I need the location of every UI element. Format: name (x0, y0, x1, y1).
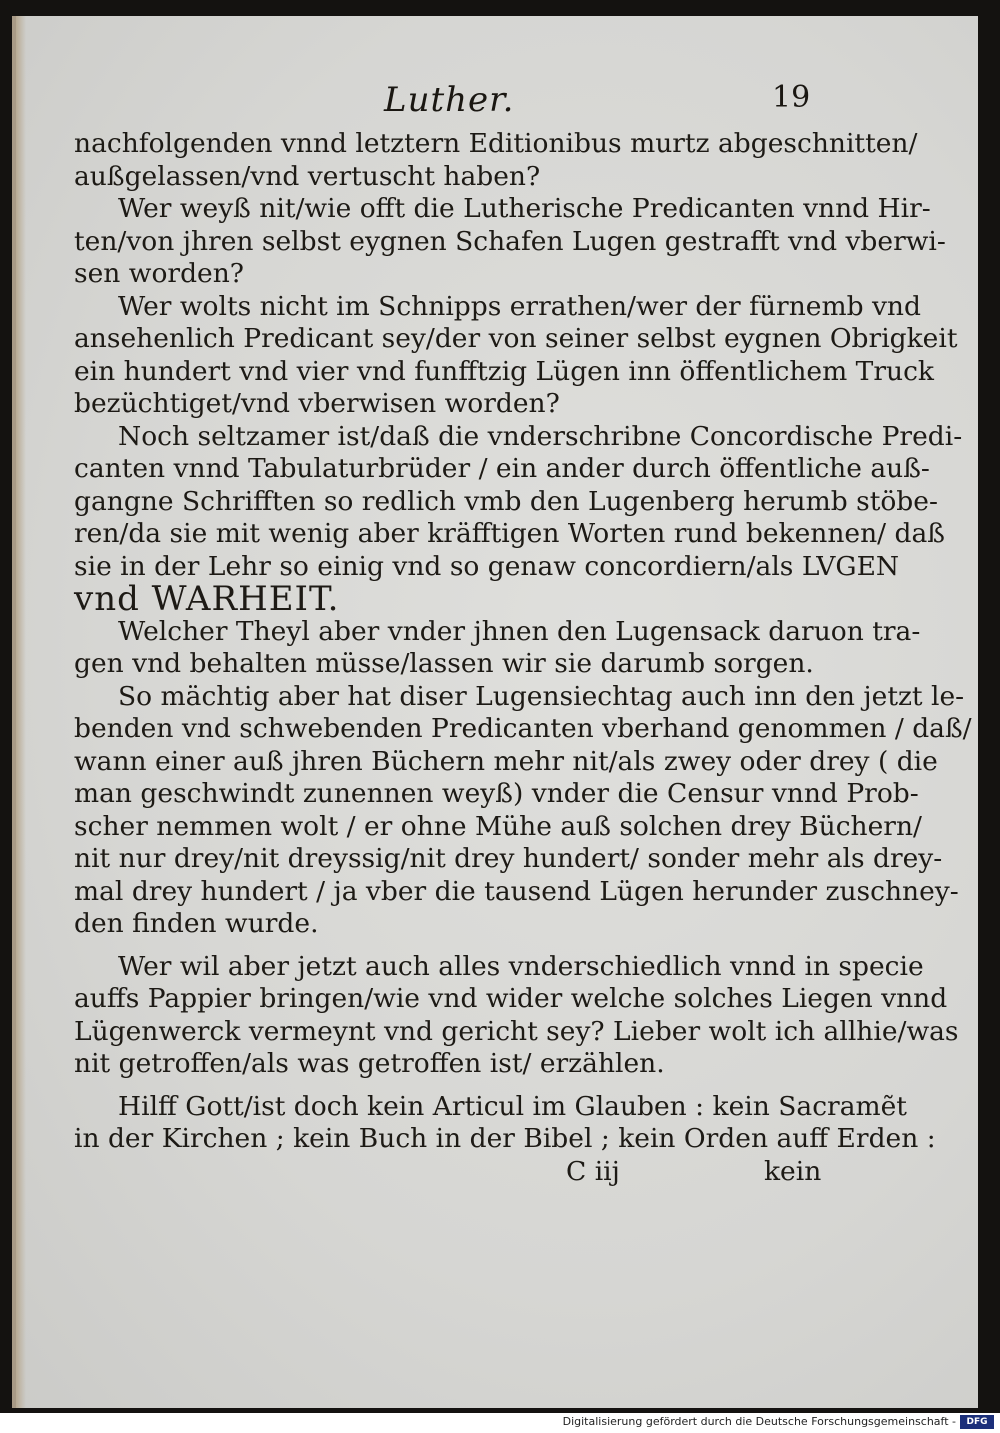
running-head: Luther. (384, 80, 515, 120)
text-line: Wer weyß nit/wie offt die Lutherische Predicanten vnnd Hir- (118, 193, 931, 224)
text-line: So mächtig aber hat diser Lugensiechtag auch inn den jetzt le- (118, 680, 965, 712)
text-line: außgelassen/vnd vertuscht haben? (74, 160, 541, 192)
text-line: sie in der Lehr so einig vnd so genaw concordiern/als LVGEN (74, 550, 900, 582)
text-line: gangne Schrifften so redlich vmb den Lugenberg herumb stöbe- (74, 485, 938, 517)
text-line: benden vnd schwebenden Predicanten vberhand genommen / daß/ (74, 713, 972, 744)
text-line: auffs Pappier bringen/wie vnd wider welche solches Liegen vnnd (74, 983, 948, 1014)
text-line: Hilff Gott/ist doch kein Articul im Glauben : kein Sacramẽt (118, 1090, 907, 1122)
dfg-logo: DFG (960, 1415, 994, 1429)
text-line: Wer wolts nicht im Schnipps errathen/wer der fürnemb vnd (118, 290, 921, 322)
text-line: bezüchtiget/vnd vberwisen worden? (74, 388, 560, 419)
text-line: scher nemmen wolt / er ohne Mühe auß solchen drey Büchern/ (74, 810, 922, 842)
text-line: den finden wurde. (74, 908, 319, 939)
main-text (74, 128, 972, 1188)
text-line: man geschwindt zunennen weyß) vnder die Censur vnnd Prob- (74, 778, 919, 809)
catchword: kein (764, 1155, 822, 1187)
text-line: canten vnnd Tabulaturbrüder / ein ander durch öffentliche auß- (74, 453, 930, 484)
text-line: gen vnd behalten müsse/lassen wir sie darumb sorgen. (74, 648, 814, 679)
text-line: nit nur drey/nit dreyssig/nit drey hundert/ sonder mehr als drey- (74, 843, 943, 874)
text-line: ten/von jhren selbst eygnen Schafen Lugen gestrafft vnd vberwi- (74, 225, 946, 257)
text-line: ren/da sie mit wenig aber kräfftigen Worten rund bekennen/ daß (74, 518, 945, 549)
funding-credit: Digitalisierung gefördert durch die Deutsche Forschungsgemeinschaft - (562, 1415, 956, 1428)
text-line: sen worden? (74, 258, 244, 289)
text-line: vnd WARHEIT. (74, 579, 340, 619)
text-line: mal drey hundert / ja vber die tausend Lügen herunder zuschney- (74, 875, 959, 907)
text-line: Lügenwerck vermeynt vnd gericht sey? Lieber wolt ich allhie/was (74, 1015, 959, 1047)
text-line: ein hundert vnd vier vnd funfftzig Lügen inn öffentlichem Truck (74, 355, 934, 387)
page-number: 19 (772, 80, 811, 115)
signature-mark: C iij (566, 1155, 620, 1187)
text-line: Wer wil aber jetzt auch alles vnderschiedlich vnnd in specie (118, 950, 924, 982)
text-line: Noch seltzamer ist/daß die vnderschribne Concordische Predi- (118, 420, 963, 452)
text-line: in der Kirchen ; kein Buch in der Bibel ; kein Orden auff Erden : (74, 1123, 936, 1154)
text-line: nachfolgenden vnnd letztern Editionibus murtz abgeschnitten/ (74, 128, 918, 159)
text-line: wann einer auß jhren Büchern mehr nit/als zwey oder drey ( die (74, 745, 938, 777)
text-line: ansehenlich Predicant sey/der von seiner selbst eygnen Obrigkeit (74, 323, 958, 354)
book-page (12, 16, 978, 1408)
text-line: Welcher Theyl aber vnder jhnen den Lugensack daruon tra- (118, 615, 921, 647)
footer-bar (0, 1413, 1000, 1433)
text-line: nit getroffen/als was getroffen ist/ erzählen. (74, 1048, 665, 1079)
signature-line (74, 1156, 834, 1189)
